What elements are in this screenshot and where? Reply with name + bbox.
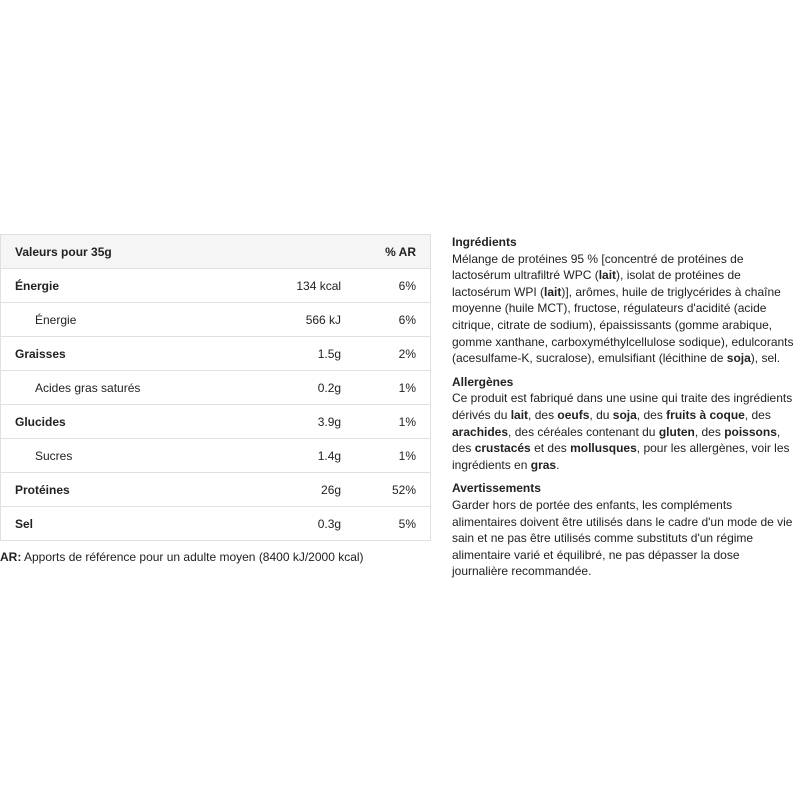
nutrient-ar: 6% (353, 303, 430, 337)
text-segment: , des (744, 407, 771, 422)
nutrient-ar: 52% (353, 473, 430, 507)
highlight-term: lait (510, 407, 529, 422)
highlight-term: gluten (658, 424, 695, 439)
nutrient-quantity: 134 kcal (237, 269, 353, 303)
product-info (452, 234, 797, 587)
nutrient-name: Graisses (1, 337, 238, 371)
highlight-term: lait (544, 284, 562, 299)
nutrient-quantity: 26g (237, 473, 353, 507)
table-row (1, 303, 431, 337)
highlight-term: poissons (724, 424, 777, 439)
header-qty (237, 235, 353, 269)
nutrient-name: Énergie (1, 303, 238, 337)
nutrient-quantity: 0.2g (237, 371, 353, 405)
nutrient-ar: 6% (353, 269, 430, 303)
nutrition-table (0, 234, 431, 541)
highlight-term: crustacés (474, 441, 531, 456)
nutrient-name: Énergie (1, 269, 238, 303)
ingredients-text (452, 251, 797, 367)
nutrient-ar: 1% (353, 371, 430, 405)
highlight-term: oeufs (557, 407, 590, 422)
table-row (1, 371, 431, 405)
text-segment: , des (694, 424, 725, 439)
nutrient-quantity: 0.3g (237, 507, 353, 541)
nutrient-ar: 1% (353, 439, 430, 473)
text-segment: . (556, 457, 560, 472)
text-segment: et des (530, 441, 571, 456)
highlight-term: fruits à coque (666, 407, 745, 422)
warnings-text: Garder hors de portée des enfants, les compléments alimentaires doivent être utilisés dans le cadre d'un mode de vie sain et ne pas être utilisés comme substituts d'un régime alimentaire varié et équilibré, ne pas dépasser la dose journalière recommandée. (452, 497, 793, 579)
highlight-term: gras (530, 457, 557, 472)
nutrient-ar: 1% (353, 405, 430, 439)
highlight-term: lait (598, 268, 617, 283)
header-label: Valeurs pour 35g (1, 235, 238, 269)
footnote-prefix: AR: (0, 550, 22, 564)
ingredients-section (452, 234, 797, 367)
reference-footnote (0, 550, 364, 564)
text-segment: , du (589, 407, 613, 422)
nutrient-quantity: 566 kJ (237, 303, 353, 337)
highlight-term: arachides (452, 424, 509, 439)
warnings-title: Avertissements (452, 481, 541, 496)
nutrient-quantity: 1.5g (237, 337, 353, 371)
table-row (1, 473, 431, 507)
text-segment: , des (452, 424, 781, 456)
text-segment: , des (528, 407, 558, 422)
text-segment: Ce produit est fabriqué dans une usine qui traite des ingrédients dérivés du (452, 391, 793, 422)
text-segment: , des (636, 407, 667, 422)
table-row (1, 507, 431, 541)
highlight-term: soja (612, 407, 637, 422)
text-segment: )], arômes, huile de triglycérides à chaîne moyenne (huile MCT), fructose, régulateurs d'acidité (acide citrique, citrate de sodium), épaississants (gomme arabique, gomme xanthane, carboxyméthylcellulose sodique), edulcorants (acesulfame-K, sucralose), emulsifiant (lécithine de (452, 284, 794, 366)
table-row (1, 439, 431, 473)
footnote-text: Apports de référence pour un adulte moyen (8400 kJ/2000 kcal) (21, 550, 364, 564)
text-segment: , pour les allergènes, voir les ingrédients en (452, 441, 790, 472)
table-row (1, 269, 431, 303)
table-row (1, 337, 431, 371)
nutrient-name: Acides gras saturés (1, 371, 238, 405)
nutrient-ar: 2% (353, 337, 430, 371)
allergens-text (452, 390, 797, 473)
nutrient-name: Protéines (1, 473, 238, 507)
nutrient-quantity: 3.9g (237, 405, 353, 439)
nutrient-name: Sucres (1, 439, 238, 473)
nutrient-ar: 5% (353, 507, 430, 541)
highlight-term: mollusques (570, 441, 637, 456)
header-ar: % AR (353, 235, 430, 269)
nutrient-name: Sel (1, 507, 238, 541)
table-header-row (1, 235, 431, 269)
text-segment: ), sel. (750, 351, 781, 366)
text-segment: , des céréales contenant du (508, 424, 659, 439)
allergens-section (452, 374, 797, 474)
nutrient-quantity: 1.4g (237, 439, 353, 473)
text-segment: ), isolat de protéines de lactosérum WPI ( (452, 268, 741, 299)
table-row (1, 405, 431, 439)
ingredients-title: Ingrédients (452, 235, 517, 249)
highlight-term: soja (726, 351, 751, 366)
warnings-section (452, 480, 797, 580)
allergens-title: Allergènes (452, 374, 514, 389)
text-segment: Mélange de protéines 95 % [concentré de protéines de lactosérum ultrafiltré WPC ( (452, 251, 744, 283)
nutrient-name: Glucides (1, 405, 238, 439)
